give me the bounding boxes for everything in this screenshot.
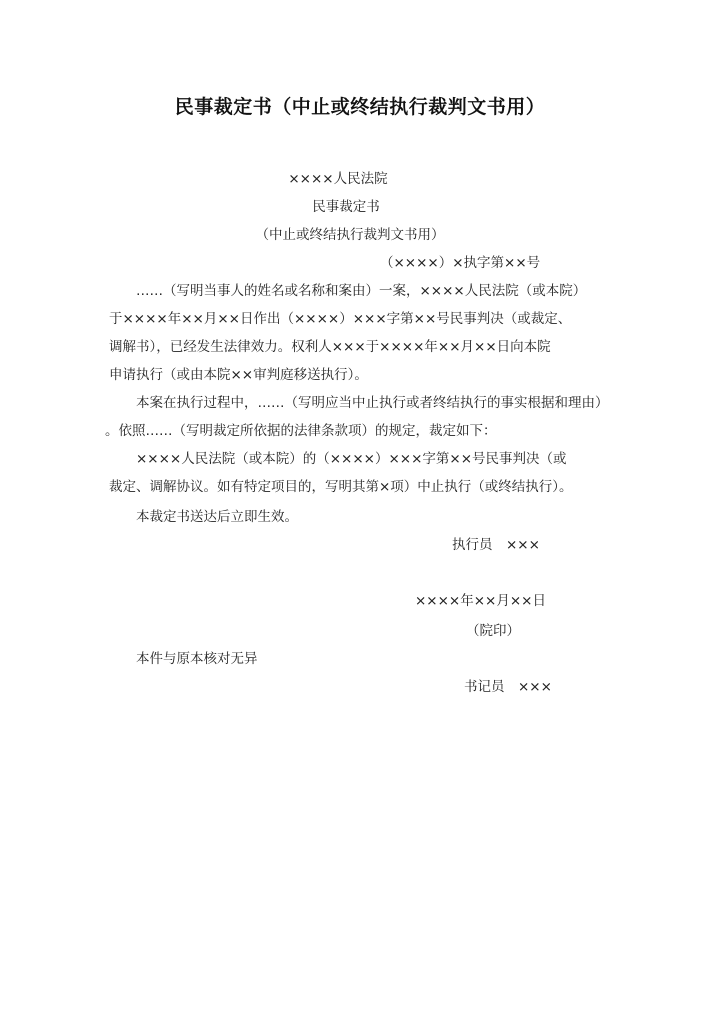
verification-note: 本件与原本核对无异 bbox=[136, 651, 258, 667]
body-line: 裁定、调解协议。如有特定项目的，写明其第×项）中止执行（或终结执行）。 bbox=[109, 479, 573, 495]
document-subtitle: （中止或终结执行裁判文书用） bbox=[255, 227, 445, 243]
body-line: 调解书），已经发生法律效力。权利人×××于××××年××月××日向本院 bbox=[109, 339, 551, 355]
body-line: ××××人民法院（或本院）的（××××）×××字第××号民事判决（或 bbox=[136, 451, 567, 467]
document-type: 民事裁定书 bbox=[312, 199, 380, 215]
body-line: 。依照……（写明裁定所依据的法律条款项）的规定，裁定如下： bbox=[105, 423, 497, 439]
body-line: ……（写明当事人的姓名或名称和案由）一案，××××人民法院（或本院） bbox=[136, 283, 587, 299]
body-line: 于××××年××月××日作出（××××）×××字第××号民事判决（或裁定、 bbox=[109, 311, 572, 327]
clerk-signature: 书记员 ××× bbox=[464, 679, 552, 695]
executor-signature: 执行员 ××× bbox=[452, 537, 540, 553]
case-number: （××××）×执字第××号 bbox=[380, 255, 541, 271]
document-title: 民事裁定书（中止或终结执行裁判文书用） bbox=[174, 96, 546, 118]
body-line: 本案在执行过程中，……（写明应当中止执行或者终结执行的事实根据和理由） bbox=[136, 395, 609, 411]
body-line: 本裁定书送达后立即生效。 bbox=[136, 509, 298, 525]
court-name: ××××人民法院 bbox=[288, 171, 388, 187]
court-seal: （院印） bbox=[466, 623, 520, 639]
body-line: 申请执行（或由本院××审判庭移送执行）。 bbox=[109, 367, 368, 383]
issue-date: ××××年××月××日 bbox=[415, 593, 546, 609]
